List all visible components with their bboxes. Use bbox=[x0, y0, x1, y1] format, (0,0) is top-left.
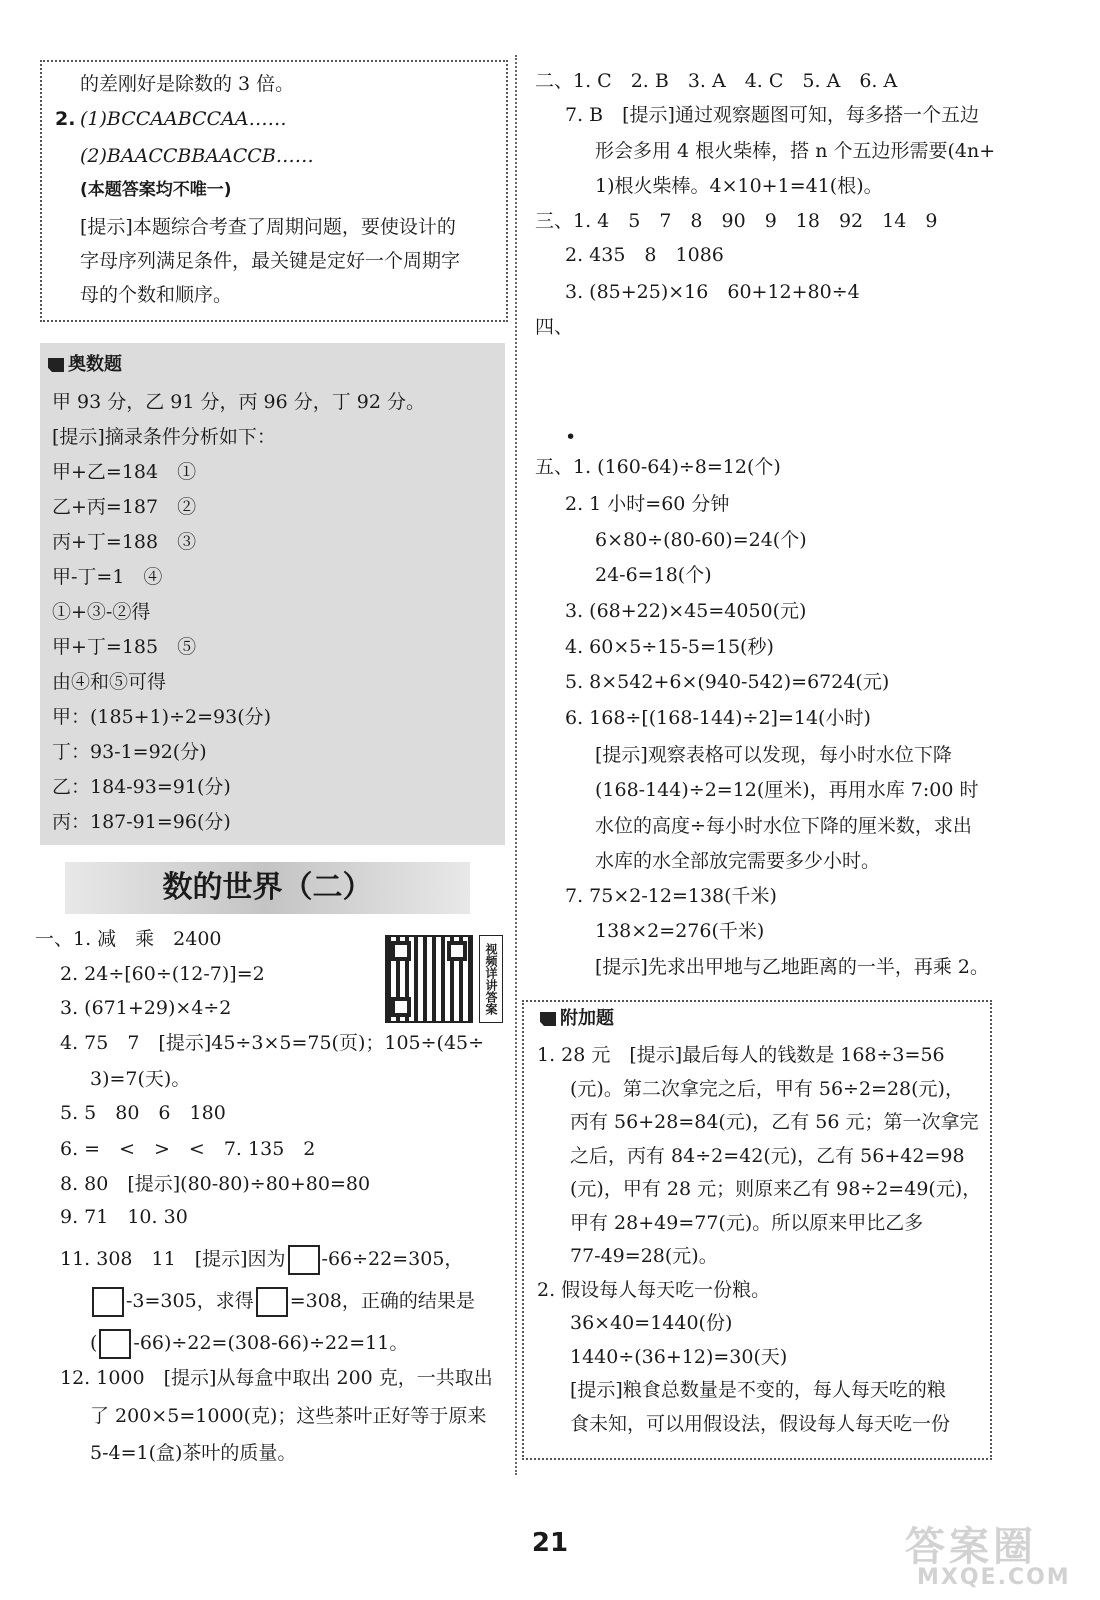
q11-line3-pre: ( bbox=[90, 1332, 98, 1354]
right-line: [提示]先求出甲地与乙地距离的一半，再乘 2。 bbox=[595, 956, 989, 978]
flag-icon bbox=[48, 358, 64, 372]
aoshu-line: 甲+乙=184 ① bbox=[52, 461, 197, 483]
aoshu-title bbox=[48, 356, 122, 374]
aoshu-box bbox=[40, 343, 505, 845]
watermark-small: MXQE.COM bbox=[917, 1565, 1071, 1590]
aoshu-line: 由④和⑤可得 bbox=[52, 671, 167, 693]
right-line: 6×80÷(80-60)=24(个) bbox=[595, 529, 807, 551]
box1-q2-answer-a: (1)BCCAABCCAA…… bbox=[80, 108, 287, 130]
right-line: 138×2=276(千米) bbox=[595, 920, 765, 942]
fujia-title-text: 附加题 bbox=[560, 1008, 614, 1029]
aoshu-line: [提示]摘录条件分析如下： bbox=[52, 426, 276, 448]
answer-line: 6. = < > < 7. 135 2 bbox=[60, 1138, 316, 1160]
q11-line1-pre: 11. 308 11 [提示]因为 bbox=[60, 1248, 286, 1270]
q11-line2-post: =308，正确的结果是 bbox=[289, 1290, 475, 1312]
blank-box bbox=[288, 1245, 320, 1275]
q11-line1-post: -66÷22=305， bbox=[321, 1248, 464, 1270]
answer-line: 3)=7(天)。 bbox=[90, 1068, 191, 1090]
box1-note: (本题答案均不唯一) bbox=[80, 180, 232, 200]
q11-line3 bbox=[90, 1329, 408, 1359]
fujia-line: 1440÷(36+12)=30(天) bbox=[570, 1345, 788, 1368]
right-line: 7. B [提示]通过观察题图可知，每多搭一个五边 bbox=[565, 104, 979, 126]
q11-line2-mid: -3=305，求得 bbox=[126, 1290, 254, 1312]
q12-line: 了 200×5=1000(克)；这些茶叶正好等于原来 bbox=[90, 1405, 487, 1427]
aoshu-line: 甲+丁=185 ⑤ bbox=[52, 636, 197, 658]
aoshu-title-text: 奥数题 bbox=[68, 354, 122, 375]
right-line: 四、 bbox=[535, 316, 574, 338]
right-line: 7. 75×2-12=138(千米) bbox=[565, 885, 777, 907]
right-line: 五、1. (160-64)÷8=12(个) bbox=[535, 456, 781, 478]
right-line: [提示]观察表格可以发现，每小时水位下降 bbox=[595, 744, 952, 766]
q11-line1 bbox=[60, 1245, 463, 1275]
flag-icon bbox=[540, 1012, 556, 1026]
aoshu-line: 乙：184-93=91(分) bbox=[52, 776, 231, 798]
q11-line2 bbox=[90, 1287, 475, 1317]
q12-line: 12. 1000 [提示]从每盒中取出 200 克，一共取出 bbox=[60, 1367, 493, 1389]
box1-line1: 的差刚好是除数的 3 倍。 bbox=[80, 73, 295, 95]
answer-line: 一、1. 减 乘 2400 bbox=[35, 928, 222, 950]
aoshu-line: ①+③-②得 bbox=[52, 601, 151, 623]
right-line: 2. 435 8 1086 bbox=[565, 244, 724, 266]
answer-line: 5. 5 80 6 180 bbox=[60, 1102, 226, 1124]
fujia-line: 之后，丙有 84÷2=42(元)，乙有 56+42=98 bbox=[570, 1144, 965, 1167]
right-line: 水库的水全部放完需要多少小时。 bbox=[595, 850, 881, 872]
aoshu-line: 丙：187-91=96(分) bbox=[52, 811, 231, 833]
right-line: 3. (85+25)×16 60+12+80÷4 bbox=[565, 281, 860, 303]
box1-tip-line2: 字母序列满足条件，最关键是定好一个周期字 bbox=[80, 250, 461, 272]
watermark-big: 答案圈 bbox=[905, 1524, 1037, 1570]
blank-box bbox=[99, 1329, 131, 1359]
answer-line: 4. 75 7 [提示]45÷3×5=75(页)；105÷(45÷ bbox=[60, 1032, 485, 1054]
right-line: 4. 60×5÷15-5=15(秒) bbox=[565, 636, 774, 658]
aoshu-line: 甲：(185+1)÷2=93(分) bbox=[52, 706, 272, 728]
box1-q2-number: 2. bbox=[55, 108, 76, 130]
fujia-title bbox=[540, 1010, 614, 1028]
right-line: 二、1. C 2. B 3. A 4. C 5. A 6. A bbox=[535, 70, 898, 92]
watermark-logo bbox=[905, 1515, 1095, 1593]
right-line: 形会多用 4 根火柴棒，搭 n 个五边形需要(4n+ bbox=[595, 140, 996, 162]
right-line: • bbox=[565, 426, 577, 448]
fujia-line: 1. 28 元 [提示]最后每人的钱数是 168÷3=56 bbox=[537, 1044, 945, 1066]
answer-line: 9. 71 10. 30 bbox=[60, 1206, 188, 1228]
qr-code[interactable] bbox=[385, 935, 473, 1023]
box1-tip-line3: 母的个数和顺序。 bbox=[80, 284, 233, 306]
right-line: 6. 168÷[(168-144)÷2]=14(小时) bbox=[565, 707, 871, 729]
blank-box bbox=[92, 1287, 124, 1317]
q12-line: 5-4=1(盒)茶叶的质量。 bbox=[90, 1442, 297, 1464]
aoshu-line: 乙+丙=187 ② bbox=[52, 496, 197, 518]
page-number: 21 bbox=[531, 1528, 569, 1558]
fujia-line: 甲有 28+49=77(元)。所以原来甲比乙多 bbox=[570, 1211, 924, 1234]
right-line: 2. 1 小时=60 分钟 bbox=[565, 493, 730, 515]
answer-line: 8. 80 [提示](80-80)÷80+80=80 bbox=[60, 1173, 371, 1195]
fujia-line: 36×40=1440(份) bbox=[570, 1312, 733, 1334]
section-title: 数的世界（二） bbox=[162, 870, 373, 905]
fujia-line: 77-49=28(元)。 bbox=[570, 1245, 718, 1267]
aoshu-line: 丙+丁=188 ③ bbox=[52, 531, 197, 553]
box1-q2-answer-b: (2)BAACCBBAACCB…… bbox=[80, 145, 314, 167]
right-line: (168-144)÷2=12(厘米)，再用水库 7:00 时 bbox=[595, 779, 979, 801]
aoshu-line: 甲 93 分，乙 91 分，丙 96 分，丁 92 分。 bbox=[52, 391, 426, 413]
right-line: 三、1. 4 5 7 8 90 9 18 92 14 9 bbox=[535, 210, 938, 232]
answer-line: 2. 24÷[60÷(12-7)]=2 bbox=[60, 963, 265, 985]
right-line: 5. 8×542+6×(940-542)=6724(元) bbox=[565, 671, 890, 693]
answer-line: 3. (671+29)×4÷2 bbox=[60, 997, 232, 1019]
fujia-line: 丙有 56+28=84(元)，乙有 56 元；第一次拿完 bbox=[570, 1111, 979, 1133]
right-line: 3. (68+22)×45=4050(元) bbox=[565, 600, 807, 622]
fujia-line: (元)，甲有 28 元；则原来乙有 98÷2=49(元)， bbox=[570, 1178, 982, 1200]
right-line: 1)根火柴棒。4×10+1=41(根)。 bbox=[595, 175, 883, 197]
qr-label: 视频详讲答案 bbox=[479, 935, 503, 1023]
box1-tip-line1: [提示]本题综合考查了周期问题，要使设计的 bbox=[80, 216, 456, 238]
right-line: 水位的高度÷每小时水位下降的厘米数，求出 bbox=[595, 815, 972, 837]
right-line: 24-6=18(个) bbox=[595, 564, 712, 586]
aoshu-line: 丁：93-1=92(分) bbox=[52, 741, 207, 763]
q11-line3-post: -66)÷22=(308-66)÷22=11。 bbox=[133, 1332, 409, 1354]
column-divider bbox=[515, 55, 517, 1475]
fujia-line: 食未知，可以用假设法，假设每人每天吃一份 bbox=[570, 1412, 951, 1435]
fujia-line: [提示]粮食总数量是不变的，每人每天吃的粮 bbox=[570, 1379, 946, 1401]
fujia-line: 2. 假设每人每天吃一份粮。 bbox=[537, 1278, 771, 1301]
aoshu-line: 甲-丁=1 ④ bbox=[52, 566, 163, 588]
blank-box bbox=[256, 1287, 288, 1317]
fujia-line: (元)。第二次拿完之后，甲有 56÷2=28(元)， bbox=[570, 1077, 964, 1100]
